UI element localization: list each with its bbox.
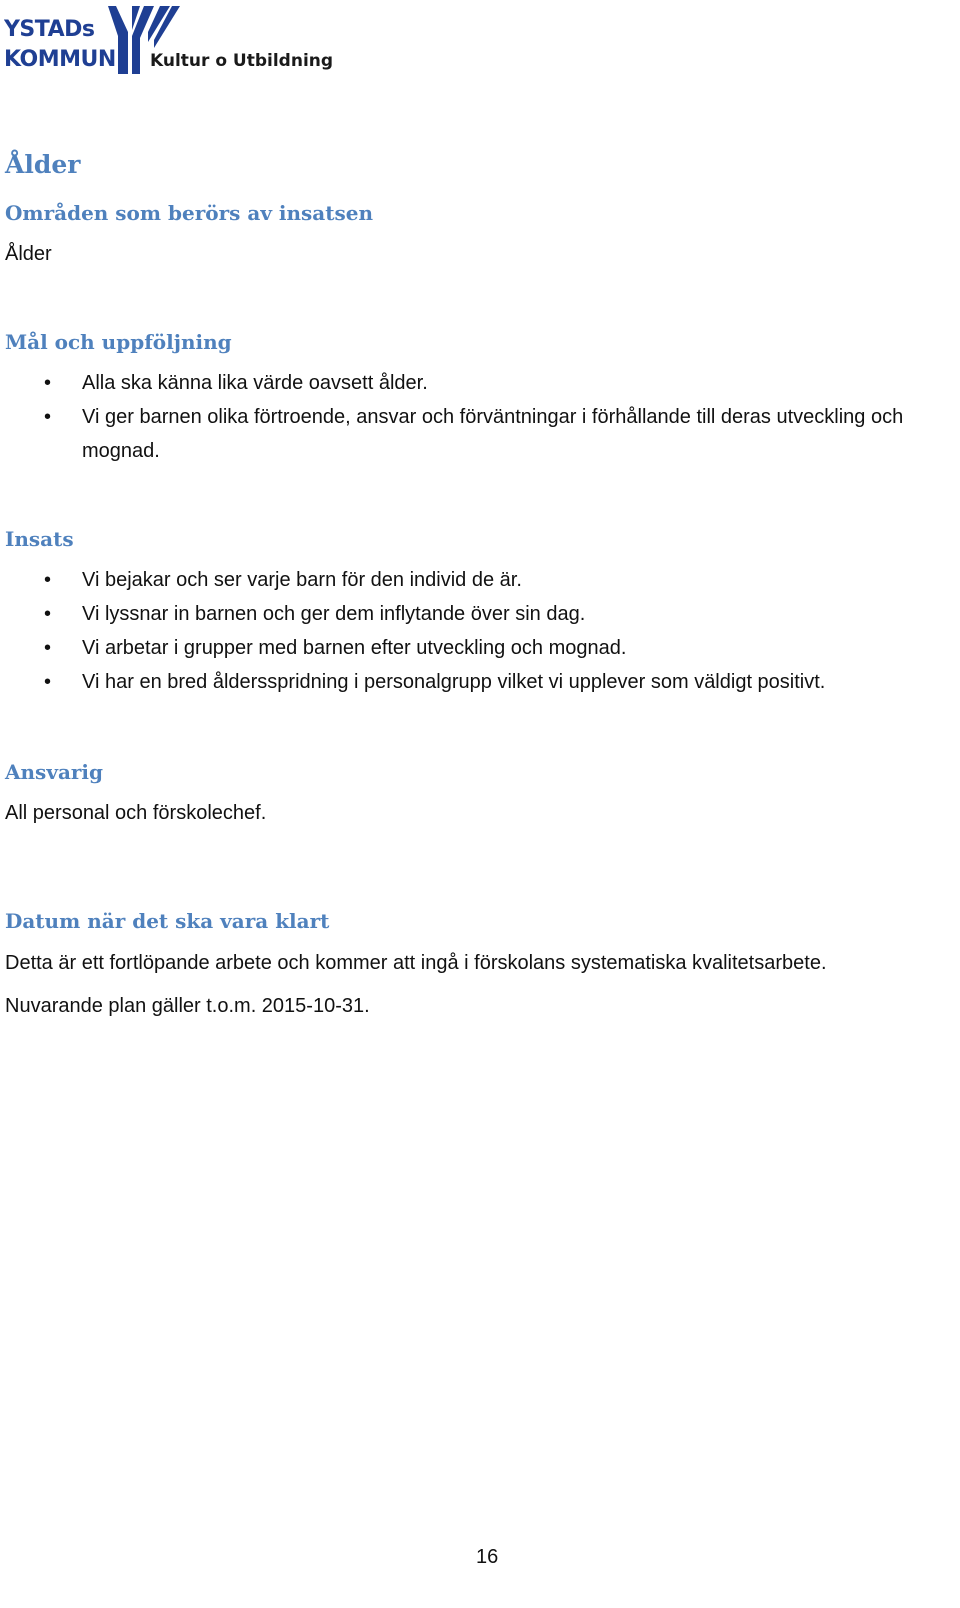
bullet-icon: •: [44, 671, 52, 693]
list-item: [0, 665, 942, 699]
responsible-heading: Ansvarig: [5, 760, 104, 784]
ystad-kommun-logo: [4, 2, 344, 78]
logo-text-kommun: KOMMUN: [4, 47, 116, 72]
deadline-heading: Datum när det ska vara klart: [5, 909, 330, 933]
goals-heading: Mål och uppföljning: [5, 330, 232, 354]
list-item: [0, 400, 942, 468]
bullet-icon: •: [44, 637, 52, 659]
areas-text: Ålder: [5, 243, 52, 265]
logo-text-ystads: YSTADs: [4, 17, 95, 42]
list-item: [0, 597, 942, 631]
page-title: Ålder: [5, 150, 81, 179]
bullet-icon: •: [44, 569, 52, 591]
areas-heading: Områden som berörs av insatsen: [5, 201, 374, 225]
goals-list: [0, 366, 942, 468]
plan-validity-text: Nuvarande plan gäller t.o.m. 2015-10-31.: [5, 995, 370, 1017]
bullet-icon: •: [44, 603, 52, 625]
deadline-text: Detta är ett fortlöpande arbete och kommer att ingå i förskolans systematiska kvalitetsarbete.: [5, 952, 827, 974]
responsible-text: All personal och förskolechef.: [5, 802, 267, 824]
bullet-icon: •: [44, 406, 52, 428]
effort-heading: Insats: [5, 527, 74, 551]
page-number: 16: [476, 1546, 499, 1568]
list-item: [0, 631, 942, 665]
list-item-text: Vi lyssnar in barnen och ger dem inflytande över sin dag.: [82, 603, 586, 625]
list-item-text: Vi arbetar i grupper med barnen efter utveckling och mognad.: [82, 637, 627, 659]
list-item-text: Vi ger barnen olika förtroende, ansvar och förväntningar i förhållande till deras utveckling och mognad.: [82, 406, 904, 462]
list-item-text: Vi har en bred åldersspridning i personalgrupp vilket vi upplever som väldigt positivt.: [82, 671, 826, 693]
list-item: [0, 366, 942, 400]
list-item: [0, 563, 942, 597]
list-item-text: Alla ska känna lika värde oavsett ålder.: [82, 372, 428, 394]
bullet-icon: •: [44, 372, 52, 394]
list-item-text: Vi bejakar och ser varje barn för den individ de är.: [82, 569, 522, 591]
logo-text-department: Kultur o Utbildning: [150, 51, 334, 71]
effort-list: [0, 563, 942, 699]
